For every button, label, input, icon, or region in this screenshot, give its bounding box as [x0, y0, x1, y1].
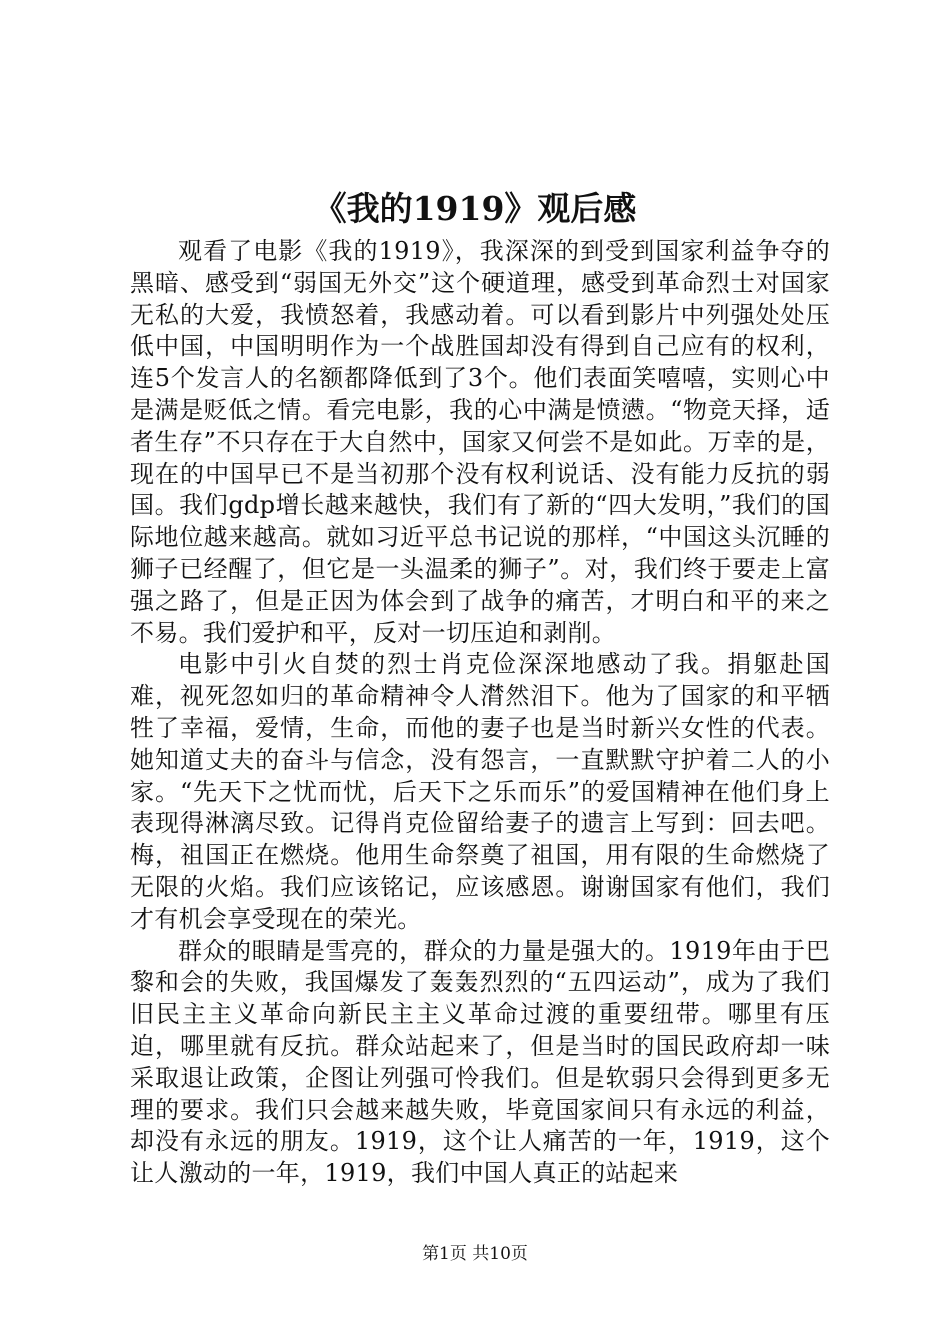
paragraph-3: 群众的眼睛是雪亮的，群众的力量是强大的。1919年由于巴黎和会的失败，我国爆发了轰轰烈烈的“五四运动”，成为了我们旧民主主义革命向新民主主义革命过渡的重要纽带。哪里有压迫，哪里就有反抗。群众站起来了，但是当时的国民政府却一味采取退让政策，企图让列强可怜我们。但是软弱只会得到更多无理的要求。我们只会越来越失败，毕竟国家间只有永远的利益，却没有永远的朋友。1919，这个让人痛苦的一年，1919，这个让人激动的一年，1919，我们中国人真正的站起来 — [130, 936, 830, 1188]
paragraph-2: 电影中引火自焚的烈士肖克俭深深地感动了我。捐躯赴国难，视死忽如归的革命精神令人潸然泪下。他为了国家的和平牺牲了幸福，爱情，生命，而他的妻子也是当时新兴女性的代表。她知道丈夫的奋斗与信念，没有怨言，一直默默守护着二人的小家。“先天下之忧而忧，后天下之乐而乐”的爱国精神在他们身上表现得淋漓尽致。记得肖克俭留给妻子的遗言上写到：回去吧。梅，祖国正在燃烧。他用生命祭奠了祖国，用有限的生命燃烧了无限的火焰。我们应该铭记，应该感恩。谢谢国家有他们，我们才有机会享受现在的荣光。 — [130, 650, 830, 933]
page-footer: 第1页 共10页 — [422, 1244, 528, 1264]
paragraph-1: 观看了电影《我的1919》，我深深的到受到国家利益争夺的黑暗、感受到“弱国无外交”这个硬道理，感受到革命烈士对国家无私的大爱，我愤怒着，我感动着。可以看到影片中列强处处压低中国，中国明明作为一个战胜国却没有得到自己应有的权利，连5个发言人的名额都降低到了3个。他们表面笑嘻嘻，实则心中是满是贬低之情。看完电影，我的心中满是愤懑。“物竞天择，适者生存”不只存在于大自然中，国家又何尝不是如此。万幸的是，现在的中国早已不是当初那个没有权利说话、没有能力反抗的弱国。我们gdp增长越来越快，我们有了新的“四大发明，”我们的国际地位越来越高。就如习近平总书记说的那样，“中国这头沉睡的狮子已经醒了，但它是一头温柔的狮子”。对，我们终于要走上富强之路了，但是正因为体会到了战争的痛苦，才明白和平的来之不易。我们爱护和平，反对一切压迫和剥削。 — [130, 237, 830, 647]
document-body — [130, 236, 830, 1190]
document-title: 《我的1919》观后感 — [313, 189, 637, 228]
